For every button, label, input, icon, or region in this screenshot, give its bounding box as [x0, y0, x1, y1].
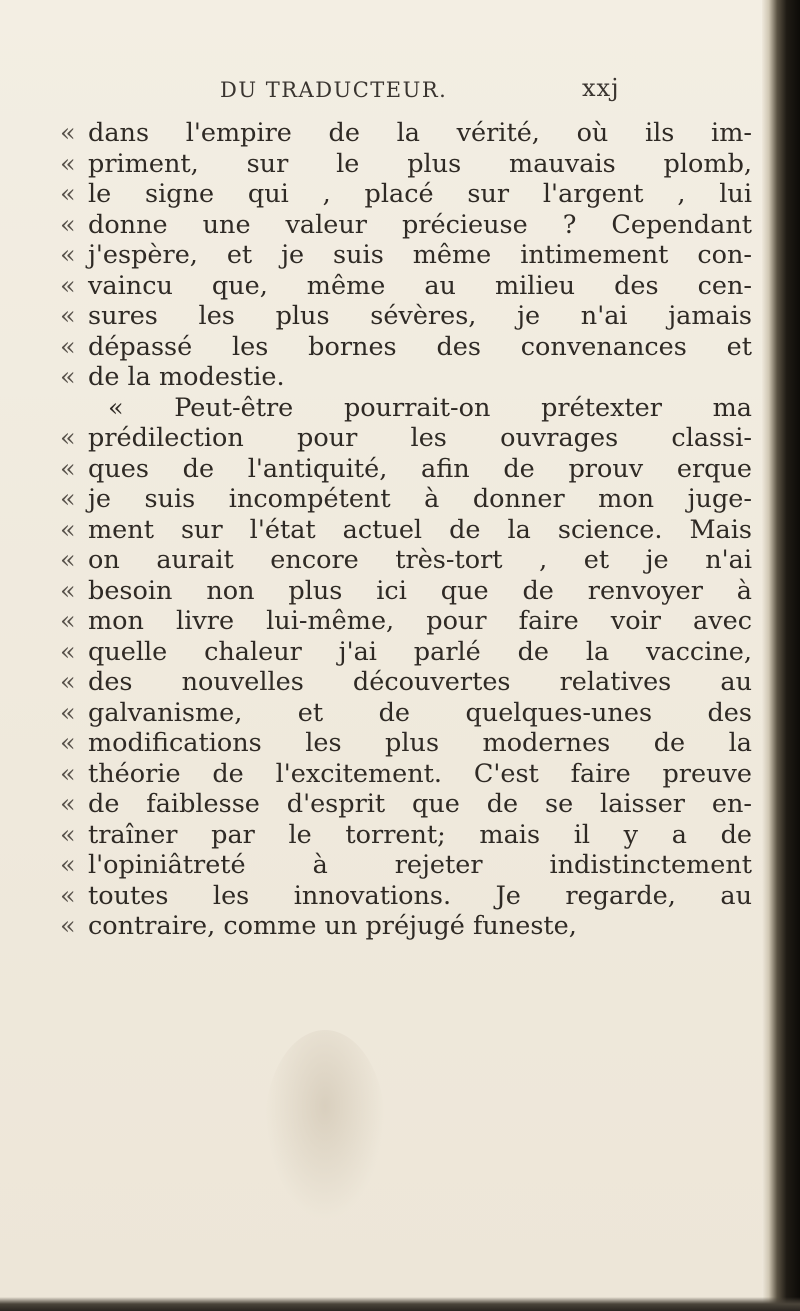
line-text: ques de l'antiquité, afin de prouv erque	[88, 453, 752, 484]
text-line	[60, 423, 752, 454]
text-line	[60, 240, 752, 271]
text-line	[60, 759, 752, 790]
page-bottom-edge	[0, 1297, 800, 1311]
quote-mark: «	[60, 606, 76, 636]
text-line	[60, 301, 752, 332]
text-line	[60, 149, 752, 180]
line-text: dépassé les bornes des convenances et	[88, 331, 752, 362]
line-text: j'espère, et je suis même intimement con-	[88, 240, 752, 270]
quote-mark: «	[60, 362, 76, 392]
text-line	[60, 484, 752, 515]
text-line	[60, 850, 752, 881]
quote-mark: «	[60, 911, 76, 941]
line-text: sures les plus sévères, je n'ai jamais	[88, 301, 752, 331]
line-text: dans l'empire de la vérité, où ils im-	[88, 118, 752, 148]
quote-mark: «	[60, 850, 76, 880]
line-text: je suis incompétent à donner mon juge-	[88, 484, 752, 514]
line-text: de la modestie.	[88, 362, 285, 392]
quote-mark: «	[60, 240, 76, 270]
text-line	[60, 362, 752, 393]
quote-mark: «	[60, 636, 76, 667]
text-line	[60, 728, 752, 759]
text-line	[60, 667, 752, 698]
text-line	[60, 118, 752, 149]
line-text: galvanisme, et de quelques-unes des	[88, 697, 752, 728]
quote-mark: «	[60, 118, 76, 148]
text-line	[60, 515, 752, 546]
quote-mark: «	[60, 331, 76, 362]
quote-mark: «	[60, 575, 76, 606]
text-line	[60, 454, 752, 485]
text-line	[60, 271, 752, 302]
line-text: contraire, comme un préjugé funeste,	[88, 911, 577, 941]
line-text: l'opiniâtreté à rejeter indistinctement	[88, 850, 752, 880]
text-line	[60, 698, 752, 729]
line-text: on aurait encore très-tort , et je n'ai	[88, 545, 752, 575]
text-line	[60, 820, 752, 851]
line-text: mon livre lui-même, pour faire voir avec	[88, 606, 752, 636]
line-text: théorie de l'excitement. C'est faire preuve	[88, 758, 752, 789]
text-line	[60, 210, 752, 241]
line-text: « Peut-être pourrait-on prétexter ma	[108, 392, 752, 423]
quote-mark: «	[60, 514, 76, 545]
quote-mark: «	[60, 545, 76, 575]
text-line	[60, 393, 752, 424]
text-line	[60, 576, 752, 607]
quote-mark: «	[60, 270, 76, 301]
quote-mark: «	[60, 697, 76, 728]
quote-mark: «	[60, 728, 76, 758]
quote-mark: «	[60, 148, 76, 179]
page-number: xxj	[582, 74, 620, 102]
line-text: donne une valeur précieuse ? Cependant	[88, 209, 752, 240]
paper-stain	[265, 1030, 385, 1220]
quote-mark: «	[60, 423, 76, 453]
line-text: quelle chaleur j'ai parlé de la vaccine,	[88, 636, 752, 667]
quote-mark: «	[60, 667, 76, 697]
quote-mark: «	[60, 179, 76, 209]
text-line	[60, 179, 752, 210]
line-text: des nouvelles découvertes relatives au	[88, 667, 752, 697]
text-line	[60, 332, 752, 363]
line-text: le signe qui , placé sur l'argent , lui	[88, 179, 752, 209]
line-text: prédilection pour les ouvrages classi-	[88, 423, 752, 453]
book-binding-edge	[762, 0, 800, 1311]
quote-mark: «	[60, 301, 76, 331]
quote-mark: «	[60, 880, 76, 911]
quote-mark: «	[60, 789, 76, 819]
quote-mark: «	[60, 758, 76, 789]
text-line	[60, 637, 752, 668]
quote-mark	[60, 393, 88, 424]
text-line	[60, 881, 752, 912]
text-line	[60, 545, 752, 576]
quote-mark: «	[60, 209, 76, 240]
running-head: DU TRADUCTEUR.	[220, 78, 448, 102]
text-line	[60, 606, 752, 637]
line-text: modifications les plus modernes de la	[88, 728, 752, 758]
line-text: priment, sur le plus mauvais plomb,	[88, 148, 752, 179]
quote-mark: «	[60, 453, 76, 484]
line-text: toutes les innovations. Je regarde, au	[88, 880, 752, 911]
line-text: ment sur l'état actuel de la science. Mais	[88, 514, 752, 545]
quote-mark: «	[60, 484, 76, 514]
line-text: besoin non plus ici que de renvoyer à	[88, 575, 752, 606]
text-line	[60, 911, 752, 942]
line-text: traîner par le torrent; mais il y a de	[88, 819, 752, 850]
line-text: vaincu que, même au milieu des cen-	[88, 270, 752, 301]
text-line	[60, 789, 752, 820]
line-text: de faiblesse d'esprit que de se laisser en-	[88, 789, 752, 819]
quote-mark: «	[60, 819, 76, 850]
page-header	[60, 74, 760, 118]
body-text	[60, 118, 752, 942]
